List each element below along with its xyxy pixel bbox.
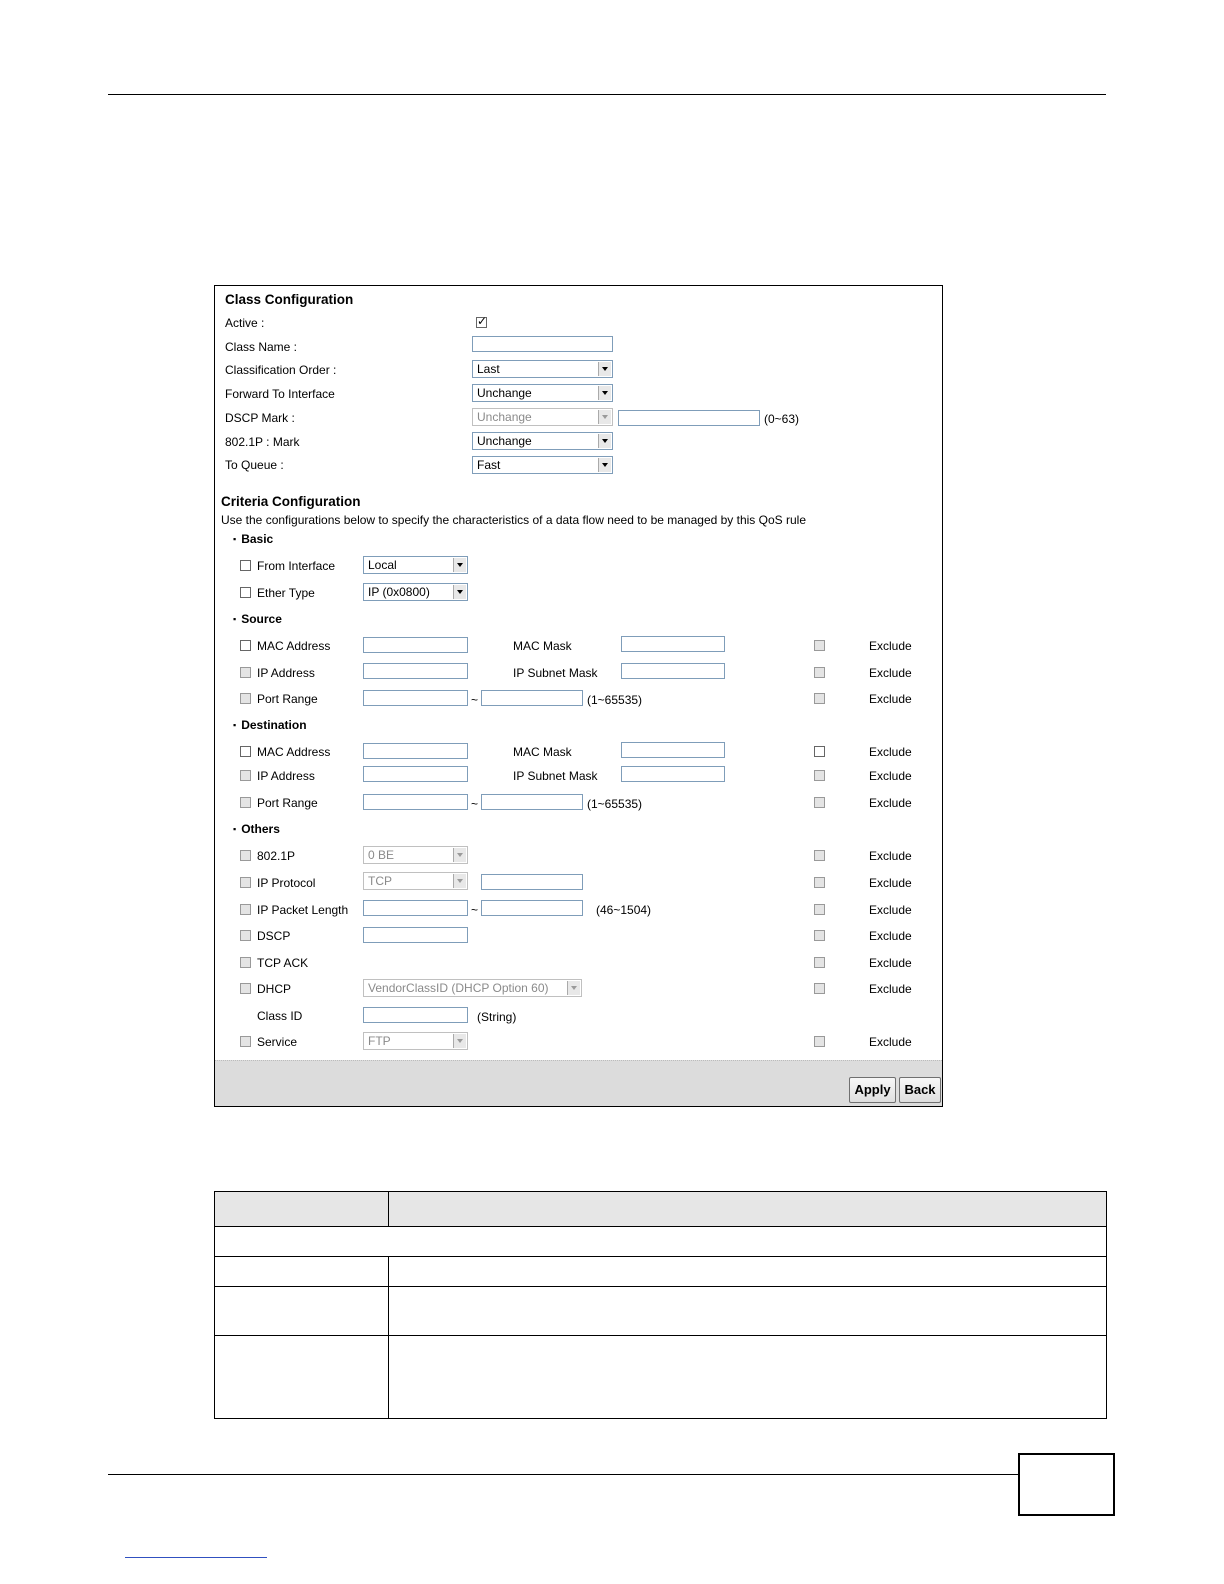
dst-mac-mask-input[interactable] (621, 742, 725, 758)
dst-port-exclude-checkbox[interactable] (814, 797, 825, 808)
dst-port-exclude-label: Exclude (869, 796, 912, 810)
dscp-mark-label: DSCP Mark : (225, 411, 295, 425)
active-checkbox[interactable] (476, 317, 487, 328)
active-label: Active : (225, 316, 265, 330)
p8021-mark-select[interactable] (472, 432, 613, 450)
dst-port-start-input[interactable] (363, 794, 468, 810)
dscp-exclude-checkbox[interactable] (814, 930, 825, 941)
table-row-line (215, 1256, 1106, 1257)
apply-button[interactable]: Apply (849, 1077, 896, 1103)
from-interface-value: Local (368, 558, 397, 572)
chevron-down-icon[interactable] (453, 1034, 466, 1048)
ip-length-hint: (46~1504) (596, 903, 652, 917)
class-name-label: Class Name : (225, 340, 298, 354)
dst-ip-checkbox[interactable] (240, 770, 251, 781)
dscp-input[interactable] (363, 927, 468, 943)
forward-interface-value: Unchange (477, 386, 532, 400)
service-checkbox[interactable] (240, 1036, 251, 1047)
ip-protocol-exclude-checkbox[interactable] (814, 877, 825, 888)
src-ip-exclude-label: Exclude (869, 666, 912, 680)
src-mac-checkbox[interactable] (240, 640, 251, 651)
tcp-ack-exclude-checkbox[interactable] (814, 957, 825, 968)
ether-type-label: Ether Type (257, 586, 315, 600)
service-select[interactable] (363, 1032, 468, 1050)
dst-ip-mask-label: IP Subnet Mask (513, 769, 598, 783)
dscp-label: DSCP (257, 929, 291, 943)
ip-protocol-value: TCP (368, 874, 392, 888)
dscp-exclude-label: Exclude (869, 929, 912, 943)
src-mac-input[interactable] (363, 637, 468, 653)
chevron-down-icon[interactable] (453, 585, 466, 599)
basic-section-title: ▪ Basic (233, 532, 273, 546)
dscp-mark-value: Unchange (477, 410, 532, 424)
from-interface-checkbox[interactable] (240, 560, 251, 571)
dst-port-label: Port Range (257, 796, 318, 810)
dst-port-range-hint: (1~65535) (587, 797, 643, 811)
class-id-input[interactable] (363, 1007, 468, 1023)
dst-mac-exclude-checkbox[interactable] (814, 746, 825, 757)
dst-mac-mask-label: MAC Mask (513, 745, 572, 759)
dst-port-checkbox[interactable] (240, 797, 251, 808)
class-id-label: Class ID (257, 1009, 303, 1023)
chevron-down-icon[interactable] (598, 434, 611, 448)
chevron-down-icon[interactable] (598, 362, 611, 376)
src-port-end-input[interactable] (481, 690, 583, 706)
dst-ip-input[interactable] (363, 766, 468, 782)
dst-ip-mask-input[interactable] (621, 766, 725, 782)
ip-length-end-input[interactable] (481, 900, 583, 916)
src-mac-label: MAC Address (257, 639, 331, 653)
to-queue-value: Fast (477, 458, 501, 472)
service-label: Service (257, 1035, 298, 1049)
table-column-divider (388, 1256, 389, 1418)
tcp-ack-checkbox[interactable] (240, 957, 251, 968)
p8021-exclude-label: Exclude (869, 849, 912, 863)
dst-port-end-input[interactable] (481, 794, 583, 810)
src-port-exclude-checkbox[interactable] (814, 693, 825, 704)
p8021-checkbox[interactable] (240, 850, 251, 861)
class-id-hint: (String) (477, 1010, 517, 1024)
ip-length-checkbox[interactable] (240, 904, 251, 915)
dhcp-select[interactable] (363, 979, 582, 997)
ip-protocol-select[interactable] (363, 872, 468, 890)
service-exclude-label: Exclude (869, 1035, 912, 1049)
to-queue-label: To Queue : (225, 458, 284, 472)
destination-section-title: ▪ Destination (233, 718, 307, 732)
src-port-range-hint: (1~65535) (587, 693, 643, 707)
header-rule (108, 94, 1106, 95)
p8021-exclude-checkbox[interactable] (814, 850, 825, 861)
src-ip-mask-input[interactable] (621, 663, 725, 679)
p8021-select[interactable] (363, 846, 468, 864)
src-port-tilde: ~ (471, 693, 479, 707)
src-ip-label: IP Address (257, 666, 315, 680)
to-queue-select[interactable] (472, 456, 613, 474)
src-port-label: Port Range (257, 692, 318, 706)
dhcp-value: VendorClassID (DHCP Option 60) (368, 981, 549, 995)
classification-order-label: Classification Order : (225, 363, 337, 377)
button-bar (215, 1060, 942, 1106)
footer-link-underline[interactable] (125, 1557, 267, 1558)
src-mac-exclude-label: Exclude (869, 639, 912, 653)
ip-protocol-exclude-label: Exclude (869, 876, 912, 890)
chevron-down-icon[interactable] (567, 981, 580, 995)
dst-ip-label: IP Address (257, 769, 315, 783)
class-name-input[interactable] (472, 336, 613, 352)
service-value: FTP (368, 1034, 391, 1048)
chevron-down-icon[interactable] (598, 386, 611, 400)
dhcp-exclude-label: Exclude (869, 982, 912, 996)
dst-mac-checkbox[interactable] (240, 746, 251, 757)
dst-ip-exclude-checkbox[interactable] (814, 770, 825, 781)
ip-length-start-input[interactable] (363, 900, 468, 916)
dscp-mark-input[interactable] (618, 410, 760, 426)
back-button[interactable]: Back (899, 1077, 941, 1103)
source-section-title: ▪ Source (233, 612, 282, 626)
ip-length-exclude-checkbox[interactable] (814, 904, 825, 915)
ether-type-select[interactable] (363, 583, 468, 601)
from-interface-select[interactable] (363, 556, 468, 574)
dst-mac-input[interactable] (363, 743, 468, 759)
p8021-value: 0 BE (368, 848, 395, 862)
table-row-line (215, 1286, 1106, 1287)
dst-mac-label: MAC Address (257, 745, 331, 759)
dst-port-tilde: ~ (471, 797, 479, 811)
table-header-divider (388, 1192, 389, 1227)
dscp-mark-select[interactable] (472, 408, 613, 426)
chevron-down-icon[interactable] (598, 458, 611, 472)
chevron-down-icon[interactable] (453, 874, 466, 888)
criteria-config-title: Criteria Configuration (221, 494, 361, 509)
src-ip-checkbox[interactable] (240, 667, 251, 678)
dhcp-exclude-checkbox[interactable] (814, 983, 825, 994)
src-port-start-input[interactable] (363, 690, 468, 706)
classification-order-select[interactable] (472, 360, 613, 378)
dhcp-checkbox[interactable] (240, 983, 251, 994)
src-mac-exclude-checkbox[interactable] (814, 640, 825, 651)
p8021-mark-label: 802.1P : Mark (225, 435, 300, 449)
ip-length-label: IP Packet Length (257, 903, 349, 917)
tcp-ack-label: TCP ACK (257, 956, 309, 970)
dst-ip-exclude-label: Exclude (869, 769, 912, 783)
chevron-down-icon[interactable] (453, 558, 466, 572)
from-interface-label: From Interface (257, 559, 336, 573)
chevron-down-icon[interactable] (598, 410, 611, 424)
dscp-range-hint: (0~63) (764, 412, 800, 426)
dhcp-label: DHCP (257, 982, 292, 996)
table-row-line (215, 1226, 1106, 1227)
src-mac-mask-label: MAC Mask (513, 639, 572, 653)
ip-length-exclude-label: Exclude (869, 903, 912, 917)
p8021-label: 802.1P (257, 849, 296, 863)
table-row-line (215, 1335, 1106, 1336)
others-section-title: ▪ Others (233, 822, 280, 836)
service-exclude-checkbox[interactable] (814, 1036, 825, 1047)
src-port-exclude-label: Exclude (869, 692, 912, 706)
ip-protocol-checkbox[interactable] (240, 877, 251, 888)
dst-mac-exclude-label: Exclude (869, 745, 912, 759)
tcp-ack-exclude-label: Exclude (869, 956, 912, 970)
forward-interface-label: Forward To Interface (225, 387, 335, 401)
chevron-down-icon[interactable] (453, 848, 466, 862)
src-mac-mask-input[interactable] (621, 636, 725, 652)
src-port-checkbox[interactable] (240, 693, 251, 704)
p8021-mark-value: Unchange (477, 434, 532, 448)
ether-type-value: IP (0x0800) (368, 585, 430, 599)
dscp-checkbox[interactable] (240, 930, 251, 941)
criteria-description: Use the configurations below to specify the characteristics of a data flow need to be managed by this QoS rule (221, 513, 806, 527)
ip-length-tilde: ~ (471, 903, 479, 917)
src-ip-input[interactable] (363, 663, 468, 679)
footer-rule (108, 1474, 1018, 1475)
ip-protocol-label: IP Protocol (257, 876, 316, 890)
forward-interface-select[interactable] (472, 384, 613, 402)
classification-order-value: Last (477, 362, 500, 376)
src-ip-exclude-checkbox[interactable] (814, 667, 825, 678)
page-number-box (1018, 1453, 1115, 1516)
class-config-title: Class Configuration (225, 292, 354, 307)
ip-protocol-input[interactable] (481, 874, 583, 890)
ether-type-checkbox[interactable] (240, 587, 251, 598)
src-ip-mask-label: IP Subnet Mask (513, 666, 598, 680)
